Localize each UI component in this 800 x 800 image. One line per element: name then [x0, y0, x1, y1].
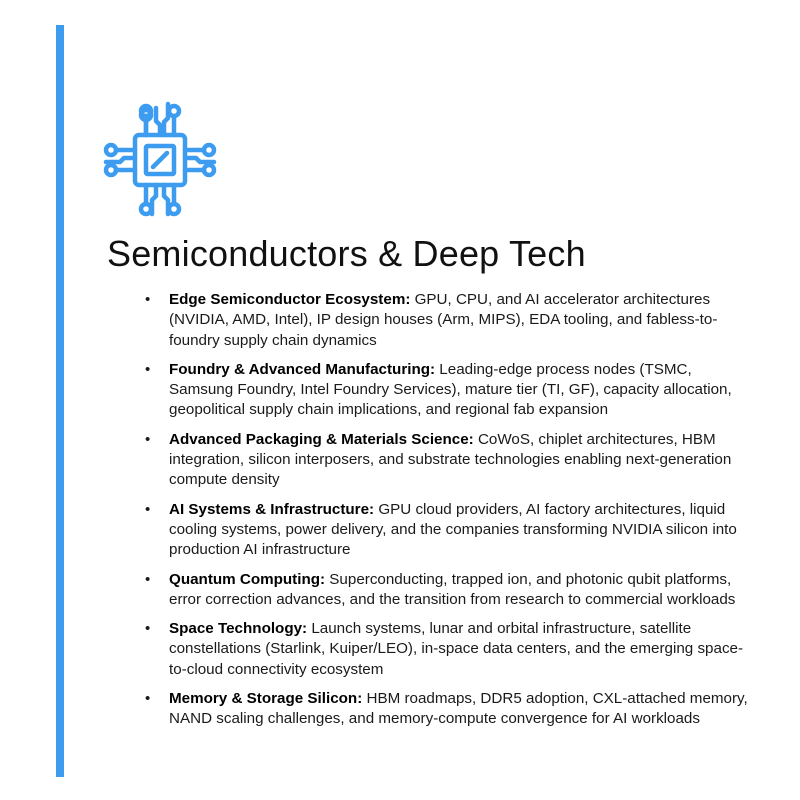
bullet-icon: • — [145, 360, 151, 378]
topic-description: GPU, CPU, and AI accelerator architectures (NVIDIA, AMD, Intel), IP design houses (Arm, MIPS), EDA tooling, and fabless-to-foundry supply chain dynamics — [169, 291, 718, 349]
bullet-icon: • — [145, 500, 151, 518]
page-title: Semiconductors & Deep Tech — [107, 233, 586, 274]
list-item — [145, 619, 760, 680]
accent-bar — [56, 25, 64, 777]
bullet-icon: • — [145, 690, 151, 708]
topic-heading: Memory & Storage Silicon: — [169, 690, 367, 708]
list-item — [145, 360, 760, 421]
list-item — [145, 689, 760, 730]
topic-heading: AI Systems & Infrastructure: — [169, 500, 379, 518]
topic-heading: Quantum Computing: — [169, 570, 330, 588]
topic-heading: Foundry & Advanced Manufacturing: — [169, 360, 440, 378]
topic-heading: Edge Semiconductor Ecosystem: — [169, 291, 415, 308]
topic-description: Launch systems, lunar and orbital infrastructure, satellite constellations (Starlink, Kuiper/LEO), in-space data centers, and the emerging space-to-cloud connectivity ecosystem — [169, 620, 744, 678]
topic-description: CoWoS, chiplet architectures, HBM integration, silicon interposers, and substrate technologies enabling next-generation compute density — [169, 430, 732, 489]
list-item — [145, 500, 760, 561]
topic-description: HBM roadmaps, DDR5 adoption, CXL-attached memory, NAND scaling challenges, and memory-compute convergence for AI workloads — [169, 690, 748, 728]
topic-heading: Space Technology: — [169, 620, 312, 638]
topic-list — [145, 290, 760, 739]
bullet-icon: • — [145, 430, 151, 448]
topic-description: GPU cloud providers, AI factory architectures, liquid cooling systems, power delivery, and the companies transforming NVIDIA silicon into production AI infrastructure — [169, 500, 737, 559]
bullet-icon: • — [145, 291, 151, 308]
list-item — [145, 290, 760, 351]
topic-description: Superconducting, trapped ion, and photonic qubit platforms, error correction advances, and the transition from research to commercial workloads — [169, 570, 736, 608]
bullet-icon: • — [145, 620, 151, 638]
list-item — [145, 430, 760, 491]
microchip-icon — [98, 98, 222, 222]
topic-heading: Advanced Packaging & Materials Science: — [169, 430, 478, 448]
bullet-icon: • — [145, 570, 151, 588]
list-item — [145, 570, 760, 611]
topic-description: Leading-edge process nodes (TSMC, Samsung Foundry, Intel Foundry Services), mature tier (TI, GF), capacity allocation, geopolitical supply chain implications, and regional fab expansion — [169, 360, 732, 419]
